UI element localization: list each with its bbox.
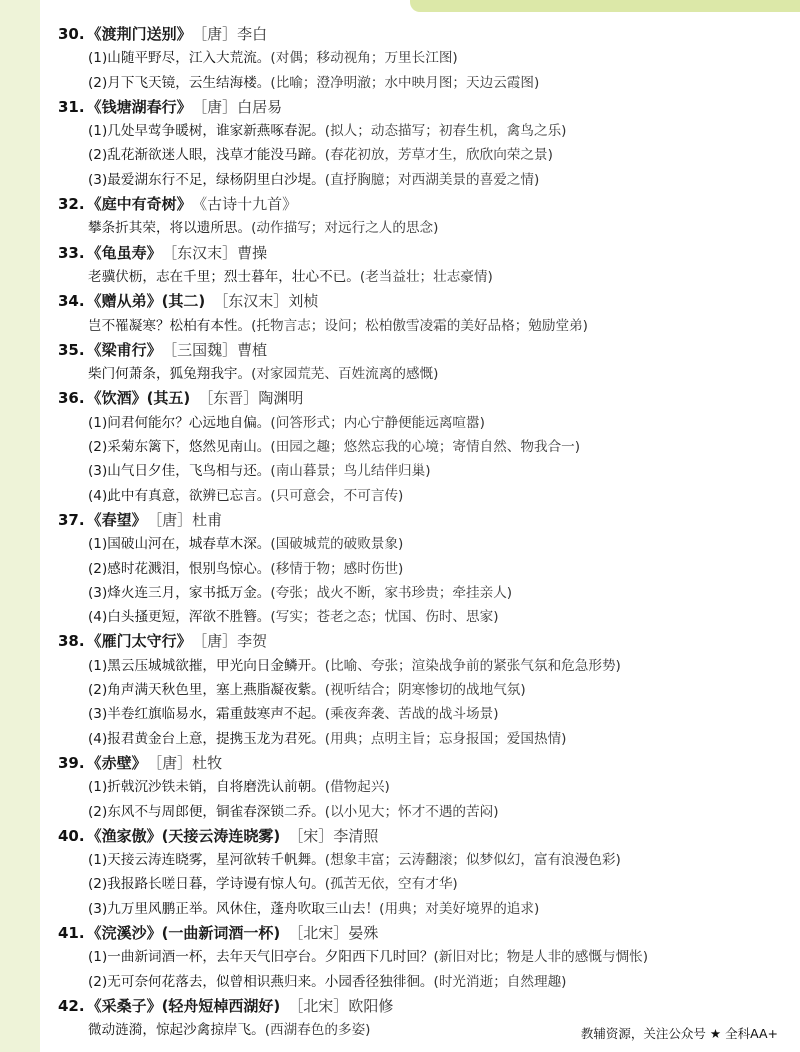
poem-number: 30. bbox=[58, 25, 85, 43]
verse-text: 柴门何萧条，狐兔翔我宇。 bbox=[88, 366, 252, 383]
verse-index: (2) bbox=[88, 439, 108, 456]
verse-line bbox=[58, 143, 778, 167]
poem-dynasty: ［东汉末］ bbox=[213, 292, 289, 311]
verse-line bbox=[58, 872, 778, 896]
verse-annotation: (写实；苍老之态；忧国、伤时、思家) bbox=[270, 609, 499, 626]
poem-title: 《赤壁》 bbox=[86, 753, 147, 772]
verse-annotation: (夸张；战火不断，家书珍贵；牵挂亲人) bbox=[270, 584, 513, 601]
poem-entry bbox=[58, 386, 778, 507]
verse-line bbox=[58, 727, 778, 751]
verse-text: 老骥伏枥，志在千里；烈士暮年，壮心不已。 bbox=[88, 268, 360, 285]
verse-line bbox=[58, 605, 778, 629]
verse-annotation: (对偶；移动视角；万里长江图) bbox=[270, 50, 458, 67]
poem-number: 40. bbox=[58, 826, 85, 845]
verse-annotation: (时光消逝；自然理趣) bbox=[433, 973, 567, 990]
poem-number: 39. bbox=[58, 753, 85, 772]
verse-line bbox=[58, 484, 778, 508]
poem-title: 《雁门太守行》 bbox=[86, 632, 192, 651]
poem-author: 杜甫 bbox=[192, 510, 223, 529]
verse-index: (1) bbox=[88, 657, 108, 674]
verse-annotation: (田园之趣；悠然忘我的心境；寄情自然、物我合一) bbox=[270, 439, 581, 456]
poem-entry bbox=[58, 241, 778, 290]
poem-heading bbox=[58, 629, 778, 653]
poem-dynasty: ［唐］ bbox=[199, 25, 238, 43]
poem-entry bbox=[58, 751, 778, 824]
verse-annotation: (老当益壮；壮志豪情) bbox=[359, 268, 493, 285]
verse-text: 白头搔更短，浑欲不胜簪。 bbox=[107, 609, 271, 626]
verse-line bbox=[58, 945, 778, 969]
poem-entry bbox=[58, 22, 778, 95]
verse-text: 山气日夕佳，飞鸟相与还。 bbox=[107, 463, 271, 480]
verse-text: 此中有真意，欲辨已忘言。 bbox=[107, 487, 271, 504]
verse-line bbox=[58, 557, 778, 581]
verse-line bbox=[58, 168, 778, 192]
verse-annotation: (国破城荒的破败景象) bbox=[270, 536, 404, 553]
poem-title: 《饮酒》(其五) bbox=[86, 389, 191, 408]
poem-dynasty: ［三国魏］ bbox=[169, 340, 238, 359]
poem-entry bbox=[58, 824, 778, 921]
verse-index: (4) bbox=[88, 730, 108, 747]
verse-text: 采菊东篱下，悠然见南山。 bbox=[107, 439, 271, 456]
verse-text: 乱花渐欲迷人眼，浅草才能没马蹄。 bbox=[107, 147, 325, 164]
verse-index: (4) bbox=[88, 609, 108, 626]
left-margin-band bbox=[0, 0, 40, 1052]
poem-number: 42. bbox=[58, 996, 85, 1015]
verse-text: 折戟沉沙铁未销，自将磨洗认前朝。 bbox=[107, 779, 325, 796]
poem-title: 《春望》 bbox=[86, 510, 147, 529]
verse-index: (4) bbox=[88, 487, 108, 504]
footer-note: 教辅资源，关注公众号 ★ 全科AA+ bbox=[580, 1026, 778, 1041]
poem-author: 欧阳修 bbox=[348, 996, 394, 1015]
poem-number: 37. bbox=[58, 510, 85, 529]
poem-heading bbox=[58, 508, 778, 532]
verse-index: (3) bbox=[88, 463, 108, 480]
poem-title: 《采桑子》(轻舟短棹西湖好) bbox=[86, 996, 281, 1015]
poem-number: 36. bbox=[58, 389, 85, 408]
verse-line bbox=[58, 46, 778, 70]
verse-text: 角声满天秋色里，塞上燕脂凝夜紫。 bbox=[107, 682, 325, 699]
verse-annotation: (移情于物；感时伤世) bbox=[270, 560, 404, 577]
poem-heading bbox=[58, 241, 778, 265]
verse-annotation: (孤苦无依，空有才华) bbox=[324, 876, 458, 893]
verse-text: 最爱湖东行不足，绿杨阴里白沙堤。 bbox=[107, 171, 325, 188]
poem-number: 33. bbox=[58, 243, 85, 262]
verse-annotation: (视听结合；阴寒惨切的战地气氛) bbox=[324, 682, 526, 699]
poem-title: 《钱塘湖春行》 bbox=[86, 97, 192, 116]
verse-annotation: (比喻、夸张；渲染战争前的紧张气氛和危急形势) bbox=[324, 657, 621, 674]
poem-title: 《浣溪沙》(一曲新词酒一杯) bbox=[86, 923, 281, 942]
poem-author: 陶渊明 bbox=[258, 389, 304, 408]
poem-number: 34. bbox=[58, 292, 85, 311]
verse-text: 我报路长嗟日暮，学诗谩有惊人句。 bbox=[107, 876, 325, 893]
verse-index: (2) bbox=[88, 560, 108, 577]
verse-line bbox=[58, 314, 778, 338]
verse-line bbox=[58, 411, 778, 435]
poem-author: 李白 bbox=[237, 25, 268, 43]
poem-title: 《庭中有奇树》 bbox=[86, 195, 192, 214]
verse-annotation: (春花初放，芳草才生，欣欣向荣之景) bbox=[324, 147, 553, 164]
verse-index: (3) bbox=[88, 171, 108, 188]
verse-line bbox=[58, 654, 778, 678]
verse-line bbox=[58, 970, 778, 994]
verse-text: 月下飞天镜，云生结海楼。 bbox=[107, 74, 271, 91]
verse-index: (3) bbox=[88, 706, 108, 723]
poem-author: 白居易 bbox=[237, 97, 283, 116]
poem-heading bbox=[58, 192, 778, 216]
verse-line bbox=[58, 800, 778, 824]
poem-dynasty: ［唐］ bbox=[199, 97, 238, 116]
verse-index: (2) bbox=[88, 876, 108, 893]
verse-text: 岂不罹凝寒？松柏有本性。 bbox=[88, 317, 252, 334]
poem-heading bbox=[58, 824, 778, 848]
verse-index: (2) bbox=[88, 147, 108, 164]
poem-list bbox=[58, 22, 778, 1042]
verse-line bbox=[58, 702, 778, 726]
verse-line bbox=[58, 678, 778, 702]
poem-entry bbox=[58, 289, 778, 338]
top-corner-decoration bbox=[410, 0, 800, 12]
poem-number: 31. bbox=[58, 97, 85, 116]
verse-line bbox=[58, 848, 778, 872]
verse-index: (1) bbox=[88, 123, 108, 140]
verse-text: 山随平野尽，江入大荒流。 bbox=[107, 50, 271, 67]
verse-annotation: (用典；点明主旨；忘身报国；爱国热情) bbox=[324, 730, 567, 747]
verse-line bbox=[58, 265, 778, 289]
verse-text: 烽火连三月，家书抵万金。 bbox=[107, 584, 271, 601]
poem-author: 晏殊 bbox=[348, 923, 379, 942]
poem-number: 32. bbox=[58, 195, 85, 214]
poem-heading bbox=[58, 22, 778, 46]
poem-title: 《梁甫行》 bbox=[86, 340, 162, 359]
poem-author: 曹植 bbox=[237, 340, 268, 359]
verse-annotation: (用典；对美好境界的追求) bbox=[379, 900, 540, 917]
verse-text: 九万里风鹏正举。风休住，蓬舟吹取三山去！ bbox=[107, 900, 380, 917]
poem-dynasty: 《古诗十九首》 bbox=[199, 195, 298, 214]
verse-text: 黑云压城城欲摧，甲光向日金鳞开。 bbox=[107, 657, 325, 674]
poem-dynasty: ［唐］ bbox=[154, 510, 193, 529]
verse-index: (1) bbox=[88, 949, 108, 966]
poem-author: 刘桢 bbox=[288, 292, 319, 311]
verse-annotation: (乘夜奔袭、苦战的战斗场景) bbox=[324, 706, 499, 723]
verse-annotation: (拟人；动态描写；初春生机，禽鸟之乐) bbox=[324, 123, 567, 140]
verse-annotation: (对家园荒芜、百姓流离的感慨) bbox=[251, 366, 439, 383]
verse-index: (3) bbox=[88, 584, 108, 601]
poem-title: 《龟虽寿》 bbox=[86, 243, 162, 262]
verse-index: (1) bbox=[88, 852, 108, 869]
verse-index: (3) bbox=[88, 900, 108, 917]
poem-number: 35. bbox=[58, 340, 85, 359]
poem-heading bbox=[58, 751, 778, 775]
verse-text: 微动涟漪，惊起沙禽掠岸飞。 bbox=[88, 1022, 265, 1039]
verse-index: (1) bbox=[88, 536, 108, 553]
verse-text: 无可奈何花落去，似曾相识燕归来。小园香径独徘徊。 bbox=[107, 973, 434, 990]
poem-dynasty: ［唐］ bbox=[199, 632, 238, 651]
verse-line bbox=[58, 897, 778, 921]
poem-title: 《渔家傲》(天接云涛连晓雾) bbox=[86, 826, 281, 845]
verse-annotation: (以小见大；怀才不遇的苦闷) bbox=[324, 803, 499, 820]
verse-annotation: (新旧对比；物是人非的感慨与惆怅) bbox=[433, 949, 649, 966]
verse-text: 攀条折其荣，将以遗所思。 bbox=[88, 220, 252, 237]
poem-heading bbox=[58, 338, 778, 362]
verse-index: (2) bbox=[88, 682, 108, 699]
poem-dynasty: ［东晋］ bbox=[198, 389, 259, 408]
verse-index: (2) bbox=[88, 803, 108, 820]
verse-annotation: (只可意会，不可言传) bbox=[270, 487, 404, 504]
verse-index: (1) bbox=[88, 779, 108, 796]
poem-heading bbox=[58, 994, 778, 1018]
verse-line bbox=[58, 581, 778, 605]
verse-index: (1) bbox=[88, 414, 108, 431]
verse-line bbox=[58, 532, 778, 556]
poem-author: 李清照 bbox=[333, 826, 379, 845]
verse-text: 东风不与周郎便，铜雀春深锁二乔。 bbox=[107, 803, 325, 820]
poem-dynasty: ［北宋］ bbox=[288, 996, 349, 1015]
poem-heading bbox=[58, 95, 778, 119]
poem-entry bbox=[58, 192, 778, 241]
poem-heading bbox=[58, 386, 778, 410]
poem-dynasty: ［东汉末］ bbox=[169, 243, 238, 262]
poem-heading bbox=[58, 289, 778, 313]
verse-annotation: (西湖春色的多姿) bbox=[264, 1022, 371, 1039]
verse-line bbox=[58, 775, 778, 799]
verse-text: 感时花溅泪，恨别鸟惊心。 bbox=[107, 560, 271, 577]
verse-annotation: (问答形式；内心宁静便能远离喧嚣) bbox=[270, 414, 485, 431]
verse-index: (2) bbox=[88, 973, 108, 990]
verse-text: 几处早莺争暖树，谁家新燕啄春泥。 bbox=[107, 123, 325, 140]
verse-text: 问君何能尔？心远地自偏。 bbox=[107, 414, 271, 431]
poem-entry bbox=[58, 921, 778, 994]
verse-annotation: (借物起兴) bbox=[324, 779, 390, 796]
poem-dynasty: ［唐］ bbox=[154, 753, 193, 772]
verse-text: 一曲新词酒一杯，去年天气旧亭台。夕阳西下几时回？ bbox=[107, 949, 434, 966]
verse-text: 天接云涛连晓雾，星河欲转千帆舞。 bbox=[107, 852, 325, 869]
verse-line bbox=[58, 216, 778, 240]
verse-annotation: (托物言志；设问；松柏傲雪凌霜的美好品格；勉励堂弟) bbox=[251, 317, 588, 334]
verse-annotation: (动作描写；对远行之人的思念) bbox=[251, 220, 439, 237]
poem-number: 41. bbox=[58, 923, 85, 942]
poem-dynasty: ［北宋］ bbox=[288, 923, 349, 942]
poem-author: 杜牧 bbox=[192, 753, 223, 772]
poem-entry bbox=[58, 338, 778, 387]
verse-line bbox=[58, 435, 778, 459]
poem-dynasty: ［宋］ bbox=[288, 826, 334, 845]
verse-text: 报君黄金台上意，提携玉龙为君死。 bbox=[107, 730, 325, 747]
poem-entry bbox=[58, 508, 778, 629]
verse-index: (1) bbox=[88, 50, 108, 67]
verse-annotation: (南山暮景；鸟儿结伴归巢) bbox=[270, 463, 431, 480]
verse-line bbox=[58, 119, 778, 143]
poem-entry bbox=[58, 95, 778, 192]
verse-line bbox=[58, 71, 778, 95]
poem-heading bbox=[58, 921, 778, 945]
verse-index: (2) bbox=[88, 74, 108, 91]
verse-text: 半卷红旗临易水，霜重鼓寒声不起。 bbox=[107, 706, 325, 723]
poem-title: 《赠从弟》(其二) bbox=[86, 292, 206, 311]
verse-text: 国破山河在，城春草木深。 bbox=[107, 536, 271, 553]
verse-annotation: (直抒胸臆；对西湖美景的喜爱之情) bbox=[324, 171, 540, 188]
verse-line bbox=[58, 362, 778, 386]
verse-annotation: (想象丰富；云涛翻滚；似梦似幻，富有浪漫色彩) bbox=[324, 852, 621, 869]
verse-line bbox=[58, 459, 778, 483]
poem-number: 38. bbox=[58, 632, 85, 651]
poem-entry bbox=[58, 629, 778, 750]
poem-author: 李贺 bbox=[237, 632, 268, 651]
poem-author: 曹操 bbox=[237, 243, 268, 262]
poem-title: 《渡荆门送别》 bbox=[86, 25, 192, 43]
verse-annotation: (比喻；澄净明澈；水中映月图；天边云霞图) bbox=[270, 74, 540, 91]
